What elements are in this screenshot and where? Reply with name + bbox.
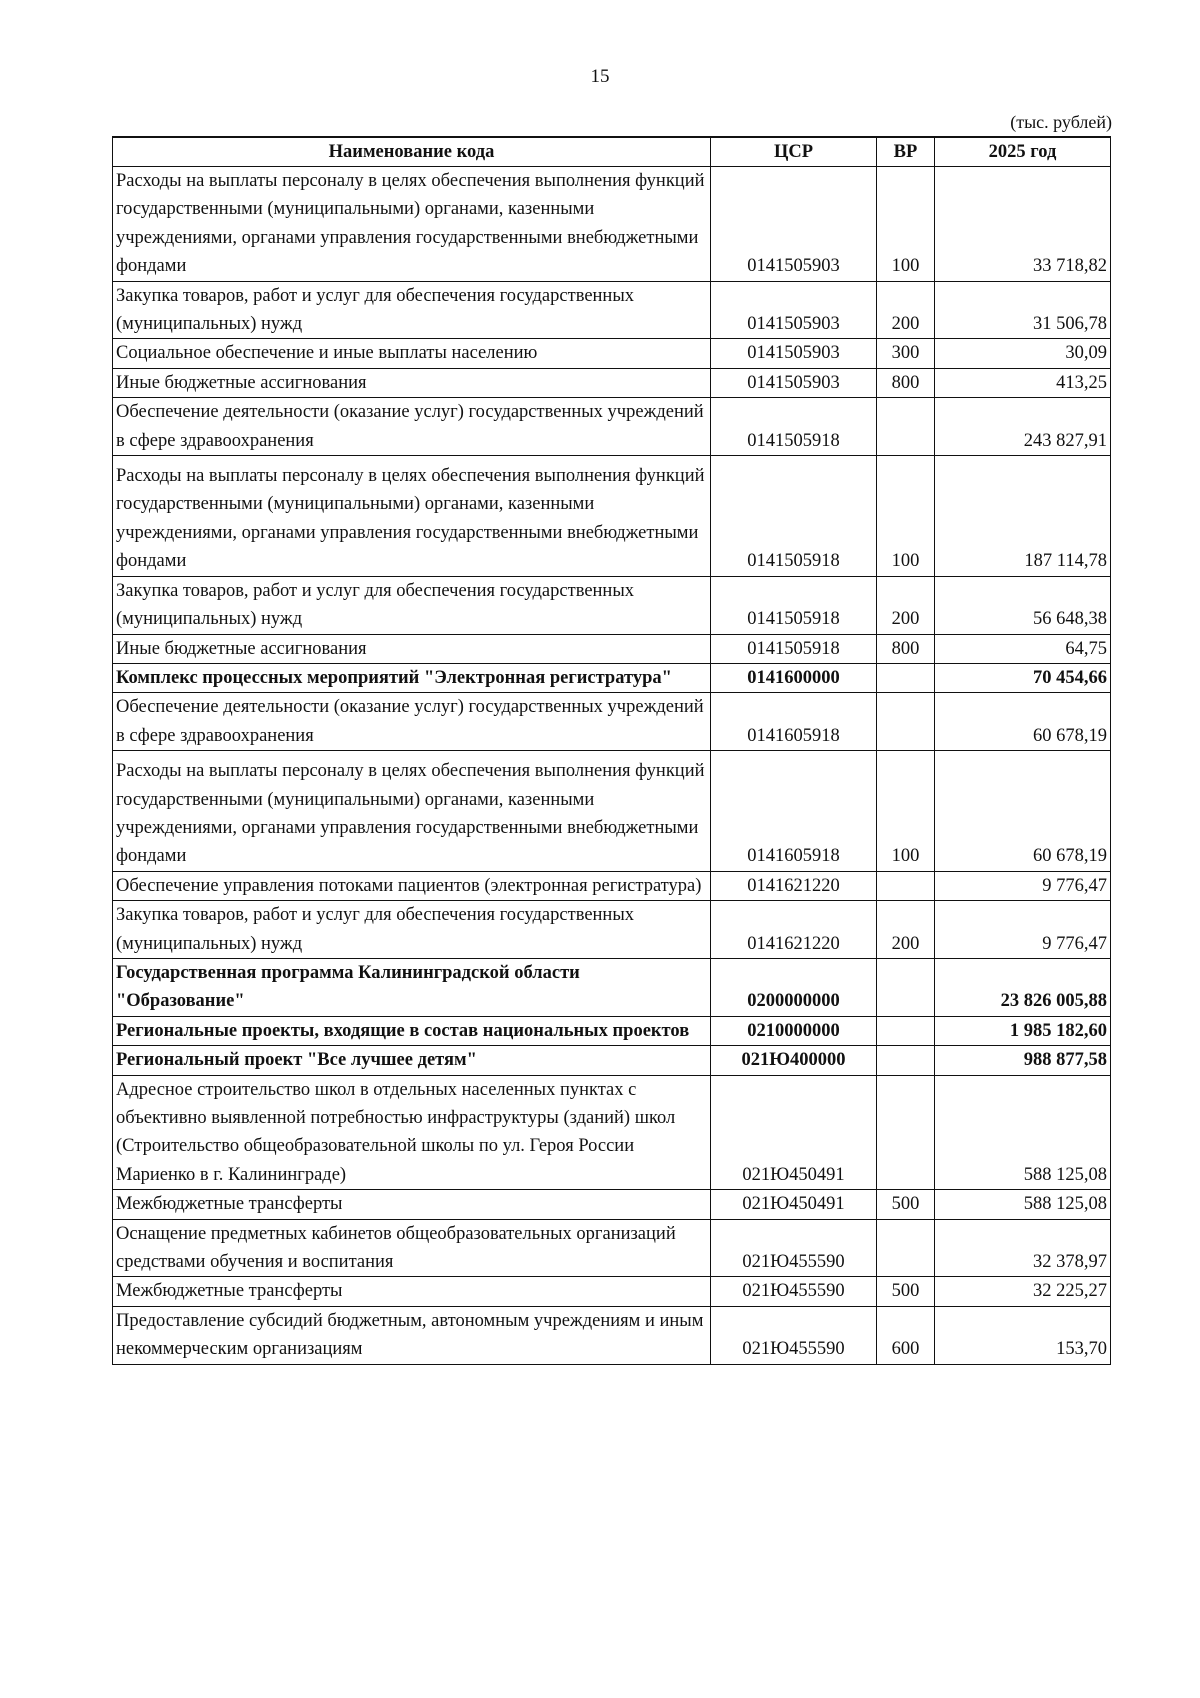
header-vr: ВР bbox=[877, 137, 935, 167]
row-csr: 0141505903 bbox=[711, 281, 877, 339]
row-name: Иные бюджетные ассигнования bbox=[113, 368, 711, 397]
row-name: Расходы на выплаты персоналу в целях обеспечения выполнения функций государственными (муниципальными) органами, казенными учреждениями, органами управления государственными внебюджетными фондами bbox=[113, 751, 711, 872]
row-name: Региональный проект "Все лучшее детям" bbox=[113, 1046, 711, 1075]
row-name: Межбюджетные трансферты bbox=[113, 1190, 711, 1219]
row-name: Государственная программа Калининградской области "Образование" bbox=[113, 958, 711, 1016]
row-sum: 33 718,82 bbox=[935, 167, 1111, 282]
row-sum: 23 826 005,88 bbox=[935, 958, 1111, 1016]
row-csr: 0141505918 bbox=[711, 456, 877, 577]
row-csr: 0141605918 bbox=[711, 751, 877, 872]
row-csr: 021Ю450491 bbox=[711, 1190, 877, 1219]
row-sum: 32 378,97 bbox=[935, 1219, 1111, 1277]
row-vr: 200 bbox=[877, 576, 935, 634]
table-row bbox=[113, 901, 1111, 959]
row-sum: 153,70 bbox=[935, 1306, 1111, 1364]
table-row bbox=[113, 634, 1111, 663]
row-vr: 100 bbox=[877, 456, 935, 577]
table-row bbox=[113, 958, 1111, 1016]
table-row bbox=[113, 368, 1111, 397]
row-name: Региональные проекты, входящие в состав национальных проектов bbox=[113, 1016, 711, 1045]
row-vr bbox=[877, 1219, 935, 1277]
row-csr: 0141505918 bbox=[711, 576, 877, 634]
row-sum: 30,09 bbox=[935, 339, 1111, 368]
row-name: Обеспечение управления потоками пациентов (электронная регистратура) bbox=[113, 871, 711, 900]
row-name: Межбюджетные трансферты bbox=[113, 1277, 711, 1306]
table-row bbox=[113, 1046, 1111, 1075]
row-vr bbox=[877, 871, 935, 900]
row-csr: 021Ю400000 bbox=[711, 1046, 877, 1075]
table-row bbox=[113, 1219, 1111, 1277]
row-sum: 9 776,47 bbox=[935, 871, 1111, 900]
row-csr: 0141505918 bbox=[711, 634, 877, 663]
row-sum: 9 776,47 bbox=[935, 901, 1111, 959]
row-sum: 32 225,27 bbox=[935, 1277, 1111, 1306]
budget-table bbox=[112, 136, 1111, 1365]
units-note: (тыс. рублей) bbox=[1010, 112, 1112, 132]
table-header-row bbox=[113, 137, 1111, 167]
table-row bbox=[113, 663, 1111, 692]
row-sum: 588 125,08 bbox=[935, 1075, 1111, 1190]
row-sum: 1 985 182,60 bbox=[935, 1016, 1111, 1045]
table-row bbox=[113, 693, 1111, 751]
header-csr: ЦСР bbox=[711, 137, 877, 167]
table-row bbox=[113, 1277, 1111, 1306]
row-vr: 600 bbox=[877, 1306, 935, 1364]
row-name: Оснащение предметных кабинетов общеобразовательных организаций средствами обучения и воспитания bbox=[113, 1219, 711, 1277]
row-vr bbox=[877, 398, 935, 456]
row-sum: 988 877,58 bbox=[935, 1046, 1111, 1075]
row-csr: 0141600000 bbox=[711, 663, 877, 692]
row-sum: 187 114,78 bbox=[935, 456, 1111, 577]
row-name: Закупка товаров, работ и услуг для обеспечения государственных (муниципальных) нужд bbox=[113, 281, 711, 339]
row-csr: 0141605918 bbox=[711, 693, 877, 751]
row-vr: 300 bbox=[877, 339, 935, 368]
row-sum: 31 506,78 bbox=[935, 281, 1111, 339]
row-sum: 70 454,66 bbox=[935, 663, 1111, 692]
row-csr: 0141505903 bbox=[711, 167, 877, 282]
row-name: Иные бюджетные ассигнования bbox=[113, 634, 711, 663]
row-csr: 021Ю455590 bbox=[711, 1219, 877, 1277]
row-name: Расходы на выплаты персоналу в целях обеспечения выполнения функций государственными (муниципальными) органами, казенными учреждениями, органами управления государственными внебюджетными фондами bbox=[113, 167, 711, 282]
row-sum: 56 648,38 bbox=[935, 576, 1111, 634]
table-row bbox=[113, 1075, 1111, 1190]
row-name: Обеспечение деятельности (оказание услуг) государственных учреждений в сфере здравоохранения bbox=[113, 398, 711, 456]
table-row bbox=[113, 751, 1111, 872]
row-name: Социальное обеспечение и иные выплаты населению bbox=[113, 339, 711, 368]
row-name: Закупка товаров, работ и услуг для обеспечения государственных (муниципальных) нужд bbox=[113, 901, 711, 959]
header-sum: 2025 год bbox=[935, 137, 1111, 167]
row-sum: 64,75 bbox=[935, 634, 1111, 663]
table-row bbox=[113, 339, 1111, 368]
table-row bbox=[113, 1190, 1111, 1219]
row-csr: 021Ю450491 bbox=[711, 1075, 877, 1190]
row-csr: 0141505903 bbox=[711, 368, 877, 397]
row-name: Закупка товаров, работ и услуг для обеспечения государственных (муниципальных) нужд bbox=[113, 576, 711, 634]
row-csr: 0141621220 bbox=[711, 901, 877, 959]
table-row bbox=[113, 1016, 1111, 1045]
row-vr: 800 bbox=[877, 634, 935, 663]
row-csr: 0141621220 bbox=[711, 871, 877, 900]
table-row bbox=[113, 281, 1111, 339]
row-sum: 60 678,19 bbox=[935, 751, 1111, 872]
table-row bbox=[113, 398, 1111, 456]
table-body bbox=[113, 167, 1111, 1365]
row-name: Адресное строительство школ в отдельных населенных пунктах с объективно выявленной потребностью инфраструктуры (зданий) школ (Строительство общеобразовательной школы по ул. Героя России Мариенко в г. Калининграде) bbox=[113, 1075, 711, 1190]
row-name: Комплекс процессных мероприятий "Электронная регистратура" bbox=[113, 663, 711, 692]
row-name: Обеспечение деятельности (оказание услуг) государственных учреждений в сфере здравоохранения bbox=[113, 693, 711, 751]
row-vr: 200 bbox=[877, 901, 935, 959]
row-sum: 413,25 bbox=[935, 368, 1111, 397]
row-csr: 0141505903 bbox=[711, 339, 877, 368]
row-csr: 0210000000 bbox=[711, 1016, 877, 1045]
row-vr bbox=[877, 1046, 935, 1075]
row-sum: 588 125,08 bbox=[935, 1190, 1111, 1219]
row-vr bbox=[877, 1075, 935, 1190]
row-vr: 200 bbox=[877, 281, 935, 339]
row-vr bbox=[877, 693, 935, 751]
row-csr: 021Ю455590 bbox=[711, 1277, 877, 1306]
row-csr: 0141505918 bbox=[711, 398, 877, 456]
row-vr: 100 bbox=[877, 167, 935, 282]
row-vr: 500 bbox=[877, 1190, 935, 1219]
row-sum: 60 678,19 bbox=[935, 693, 1111, 751]
row-csr: 021Ю455590 bbox=[711, 1306, 877, 1364]
row-sum: 243 827,91 bbox=[935, 398, 1111, 456]
table-row bbox=[113, 456, 1111, 577]
row-vr: 100 bbox=[877, 751, 935, 872]
row-name: Предоставление субсидий бюджетным, автономным учреждениям и иным некоммерческим организациям bbox=[113, 1306, 711, 1364]
row-name: Расходы на выплаты персоналу в целях обеспечения выполнения функций государственными (муниципальными) органами, казенными учреждениями, органами управления государственными внебюджетными фондами bbox=[113, 456, 711, 577]
row-vr: 800 bbox=[877, 368, 935, 397]
page-number: 15 bbox=[590, 66, 610, 87]
row-csr: 0200000000 bbox=[711, 958, 877, 1016]
row-vr bbox=[877, 663, 935, 692]
row-vr bbox=[877, 958, 935, 1016]
table-row bbox=[113, 167, 1111, 282]
header-name: Наименование кода bbox=[113, 137, 711, 167]
table-row bbox=[113, 1306, 1111, 1364]
table-row bbox=[113, 871, 1111, 900]
row-vr bbox=[877, 1016, 935, 1045]
table-row bbox=[113, 576, 1111, 634]
row-vr: 500 bbox=[877, 1277, 935, 1306]
